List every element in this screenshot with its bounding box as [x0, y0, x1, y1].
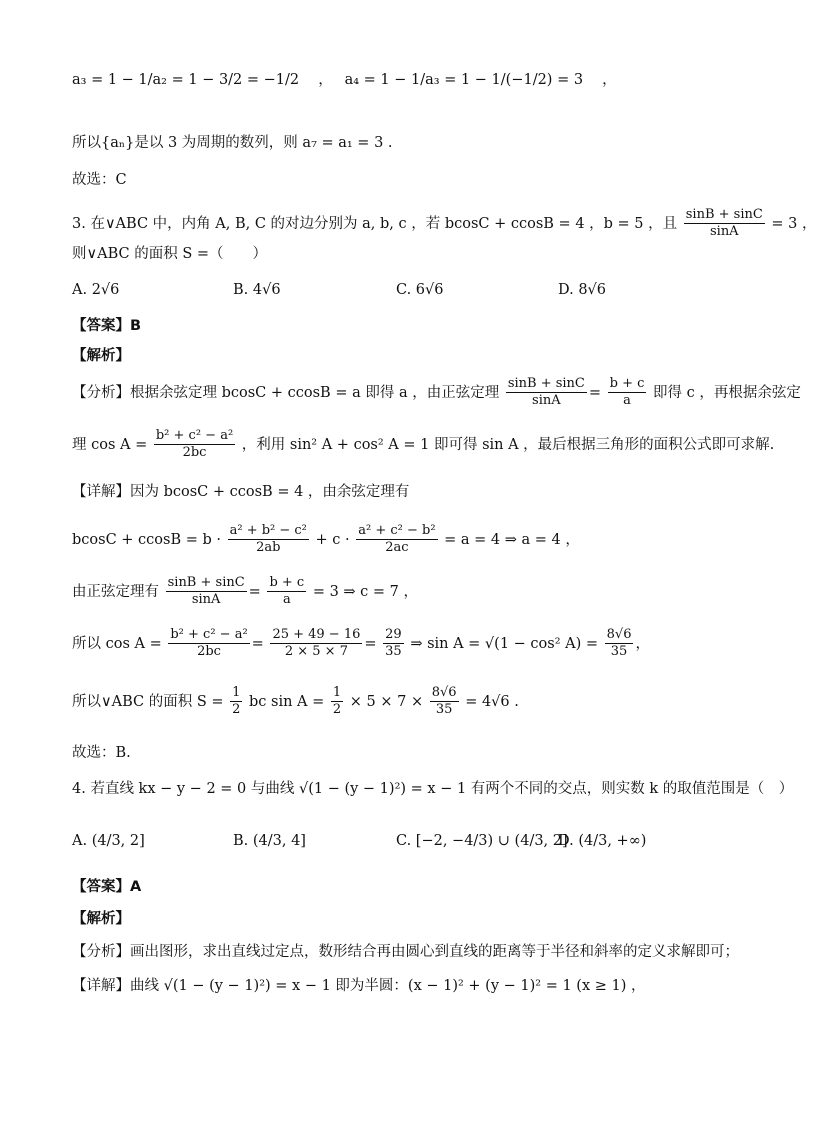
frac-eq3a: $\frac{\text{b² + c² − a²}}{2bc}$ — [170, 627, 248, 660]
frac-a: $\frac{\sin B + \sin C}{\sin A}$ — [507, 376, 585, 409]
analysis-text-1: 【分析】根据余弦定理 bcosC + ccosB = a 即得 a ，由正弦定理 $\frac{\sin B + \sin C}{\sin A}$ = $\frac{b + c}{a}$ 即得 c ，再根据余弦定 — [72, 376, 801, 409]
answer-label-4: 【答案】A — [72, 879, 142, 895]
frac-eq3d: $\frac{8√6}{35}$ — [606, 627, 632, 660]
question-4-stem: 4. 若直线 kx − y − 2 = 0 与曲线 √(1 − (y − 1)²) = x − 1 有两个不同的交点，则实数 k 的取值范围是（ ） — [72, 781, 794, 797]
frac-eq1a: $\frac{\text{a² + b² − c²}}{2ab}$ — [229, 523, 307, 556]
option-d: D. 8√6 — [558, 282, 607, 298]
option-c: C. 6√6 — [396, 282, 444, 298]
detail-intro: 【详解】因为 bcosC + ccosB = 4 ，由余弦定理有 — [72, 484, 410, 500]
eq-a3: a₃ = 1 − 1/a₂ = 1 − 3/2 = −1/2 ， a₄ = 1 − 1/a₃ = 1 − 1/(−1/2) = 3 ， — [72, 72, 617, 88]
equation-1: bcosC + ccosB = b · $\frac{\text{a² + b² − c²}}{2ab}$ + c · $\frac{\text{a² + c² − b²}}{2ac}$ = a = 4 ⇒ a = 4 ， — [72, 523, 580, 556]
frac-eq2a: $\frac{\sin B + \sin C}{\sin A}$ — [167, 575, 245, 608]
fraction-sin: $\frac{\sin B + \sin C}{\sin A}$ — [685, 207, 763, 240]
frac-eq3b: $\frac{25 + 49 - 16}{2 \times 5 \times 7}$ — [272, 627, 361, 660]
question-3-stem: 3. 在∨ABC 中，内角 A, B, C 的对边分别为 a, b, c ，若 bcosC + ccosB = 4 ，b = 5 ，且 $\frac{\sin B + \sin C}{\sin A}$ = 3 ， — [72, 207, 817, 240]
choice-b: 故选：B. — [72, 745, 131, 761]
q4-option-b: B. (4/3, 4] — [233, 833, 306, 849]
frac-eq3c: $\frac{29}{35}$ — [385, 627, 402, 660]
equation-2: 由正弦定理有 $\frac{\sin B + \sin C}{\sin A}$ = $\frac{b + c}{a}$ = 3 ⇒ c = 7 ， — [72, 575, 418, 608]
q4-option-a: A. (4/3, 2] — [72, 833, 145, 849]
a3-recurrence: a₃ = 1 − 1/a₂ = 1 − 3/2 = −1/2 — [72, 72, 300, 88]
analysis-text-4: 【分析】画出图形，求出直线过定点，数形结合再由圆心到直线的距离等于半径和斜率的定义求解即可； — [72, 944, 739, 960]
analysis-label: 【解析】 — [72, 348, 130, 364]
frac-b: $\frac{b + c}{a}$ — [609, 376, 645, 409]
frac-half-a: $\frac{1}{2}$ — [232, 685, 241, 718]
question-3-ask: 则∨ABC 的面积 S =（ ） — [72, 246, 268, 262]
frac-eq1b: $\frac{\text{a² + c² − b²}}{2ac}$ — [358, 523, 436, 556]
frac-eq2b: $\frac{b + c}{a}$ — [269, 575, 305, 608]
q4-option-d: D. (4/3, +∞) — [558, 833, 647, 849]
analysis-text-2: 理 cos A = $\frac{\text{b² + c² − a²}}{2bc}$ ，利用 sin² A + cos² A = 1 即可得 sin A ，最后根据三角形的面积公式即可求解. — [72, 428, 775, 461]
period-statement: 所以{aₙ}是以 3 为周期的数列，则 a₇ = a₁ = 3 . — [72, 135, 393, 151]
detail-text-4: 【详解】曲线 √(1 − (y − 1)²) = x − 1 即为半圆：(x − 1)² + (y − 1)² = 1 (x ≥ 1) ， — [72, 978, 646, 994]
a4-recurrence: a₄ = 1 − 1/a₃ = 1 − 1/(−1/2) = 3 — [344, 72, 584, 88]
choice-c: 故选：C — [72, 172, 127, 188]
equation-4: 所以∨ABC 的面积 S = $\frac{1}{2}$ bc sin A = $\frac{1}{2}$ × 5 × 7 × $\frac{8√6}{35}$ = 4√6 . — [72, 685, 519, 718]
answer-label: 【答案】B — [72, 318, 142, 334]
frac-area: $\frac{8√6}{35}$ — [431, 685, 457, 718]
q4-option-c: C. [−2, −4/3) ∪ (4/3, 2] — [396, 833, 568, 849]
frac-cos: $\frac{\text{b² + c² − a²}}{2bc}$ — [155, 428, 234, 461]
option-b: B. 4√6 — [233, 282, 281, 298]
analysis-label-4: 【解析】 — [72, 911, 130, 927]
frac-half-b: $\frac{1}{2}$ — [332, 685, 342, 718]
equation-3: 所以 cos A = $\frac{\text{b² + c² − a²}}{2bc}$ = $\frac{25 + 49 - 16}{2 \times 5 \times 7}$ = $\frac{29}{35}$ ⇒ sin A = √(1 − cos² A) = $\frac{8√6}{35}$ ， — [72, 627, 650, 660]
option-a: A. 2√6 — [72, 282, 120, 298]
